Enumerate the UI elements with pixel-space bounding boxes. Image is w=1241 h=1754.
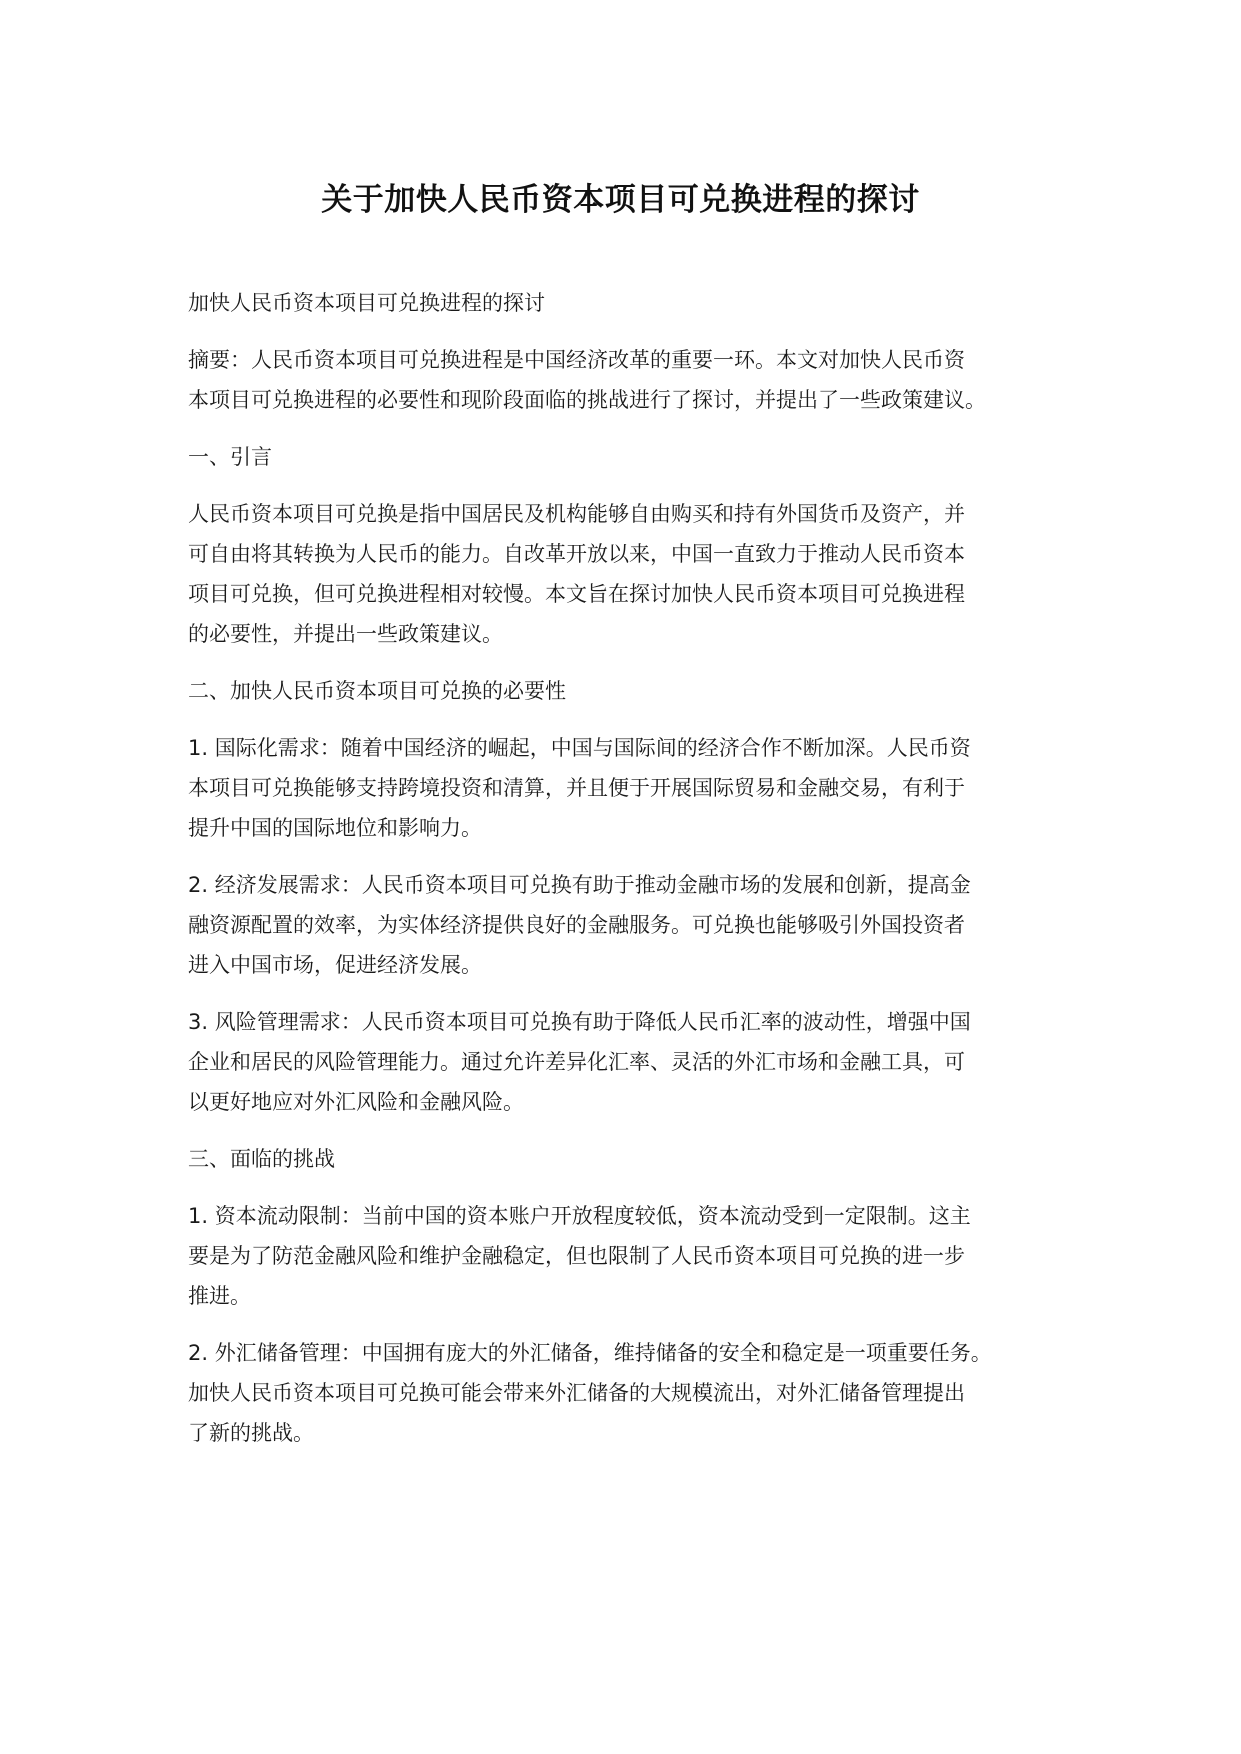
paragraph-necessity-3 <box>188 1002 1068 1122</box>
text-line: 以更好地应对外汇风险和金融风险。 <box>188 1090 524 1114</box>
document-body <box>188 283 1068 1470</box>
text-line: 项目可兑换，但可兑换进程相对较慢。本文旨在探讨加快人民币资本项目可兑换进程 <box>188 582 965 606</box>
heading-challenges <box>188 1139 1068 1179</box>
text-line: 二、加快人民币资本项目可兑换的必要性 <box>188 679 566 703</box>
text-line: 可自由将其转换为人民币的能力。自改革开放以来，中国一直致力于推动人民币资本 <box>188 542 965 566</box>
paragraph-subtitle <box>188 283 1068 323</box>
heading-necessity <box>188 671 1068 711</box>
text-line: 要是为了防范金融风险和维护金融稳定，但也限制了人民币资本项目可兑换的进一步 <box>188 1244 965 1268</box>
text-line: 2. 外汇储备管理：中国拥有庞大的外汇储备，维持储备的安全和稳定是一项重要任务。 <box>188 1341 992 1365</box>
text-line: 本项目可兑换能够支持跨境投资和清算，并且便于开展国际贸易和金融交易，有利于 <box>188 776 965 800</box>
paragraph-challenge-2 <box>188 1333 1068 1453</box>
heading-intro <box>188 437 1068 477</box>
text-line: 的必要性，并提出一些政策建议。 <box>188 622 503 646</box>
text-line: 加快人民币资本项目可兑换进程的探讨 <box>188 291 545 315</box>
text-line: 人民币资本项目可兑换是指中国居民及机构能够自由购买和持有外国货币及资产，并 <box>188 502 965 526</box>
text-line: 摘要：人民币资本项目可兑换进程是中国经济改革的重要一环。本文对加快人民币资 <box>188 348 965 372</box>
text-line: 了新的挑战。 <box>188 1421 314 1445</box>
text-line: 2. 经济发展需求：人民币资本项目可兑换有助于推动金融市场的发展和创新，提高金 <box>188 873 971 897</box>
text-line: 加快人民币资本项目可兑换可能会带来外汇储备的大规模流出，对外汇储备管理提出 <box>188 1381 965 1405</box>
text-line: 本项目可兑换进程的必要性和现阶段面临的挑战进行了探讨，并提出了一些政策建议。 <box>188 388 986 412</box>
text-line: 1. 资本流动限制：当前中国的资本账户开放程度较低，资本流动受到一定限制。这主 <box>188 1204 971 1228</box>
text-line: 企业和居民的风险管理能力。通过允许差异化汇率、灵活的外汇市场和金融工具，可 <box>188 1050 965 1074</box>
text-line: 推进。 <box>188 1284 251 1308</box>
paragraph-challenge-1 <box>188 1196 1068 1316</box>
text-line: 融资源配置的效率，为实体经济提供良好的金融服务。可兑换也能够吸引外国投资者 <box>188 913 965 937</box>
text-line: 提升中国的国际地位和影响力。 <box>188 816 482 840</box>
paragraph-necessity-1 <box>188 728 1068 848</box>
text-line: 一、引言 <box>188 445 272 469</box>
paragraph-necessity-2 <box>188 865 1068 985</box>
paragraph-intro <box>188 494 1068 654</box>
text-line: 进入中国市场，促进经济发展。 <box>188 953 482 977</box>
text-line: 1. 国际化需求：随着中国经济的崛起，中国与国际间的经济合作不断加深。人民币资 <box>188 736 971 760</box>
document-title: 关于加快人民币资本项目可兑换进程的探讨 <box>321 182 920 218</box>
paragraph-abstract <box>188 340 1068 420</box>
text-line: 3. 风险管理需求：人民币资本项目可兑换有助于降低人民币汇率的波动性，增强中国 <box>188 1010 971 1034</box>
text-line: 三、面临的挑战 <box>188 1147 335 1171</box>
